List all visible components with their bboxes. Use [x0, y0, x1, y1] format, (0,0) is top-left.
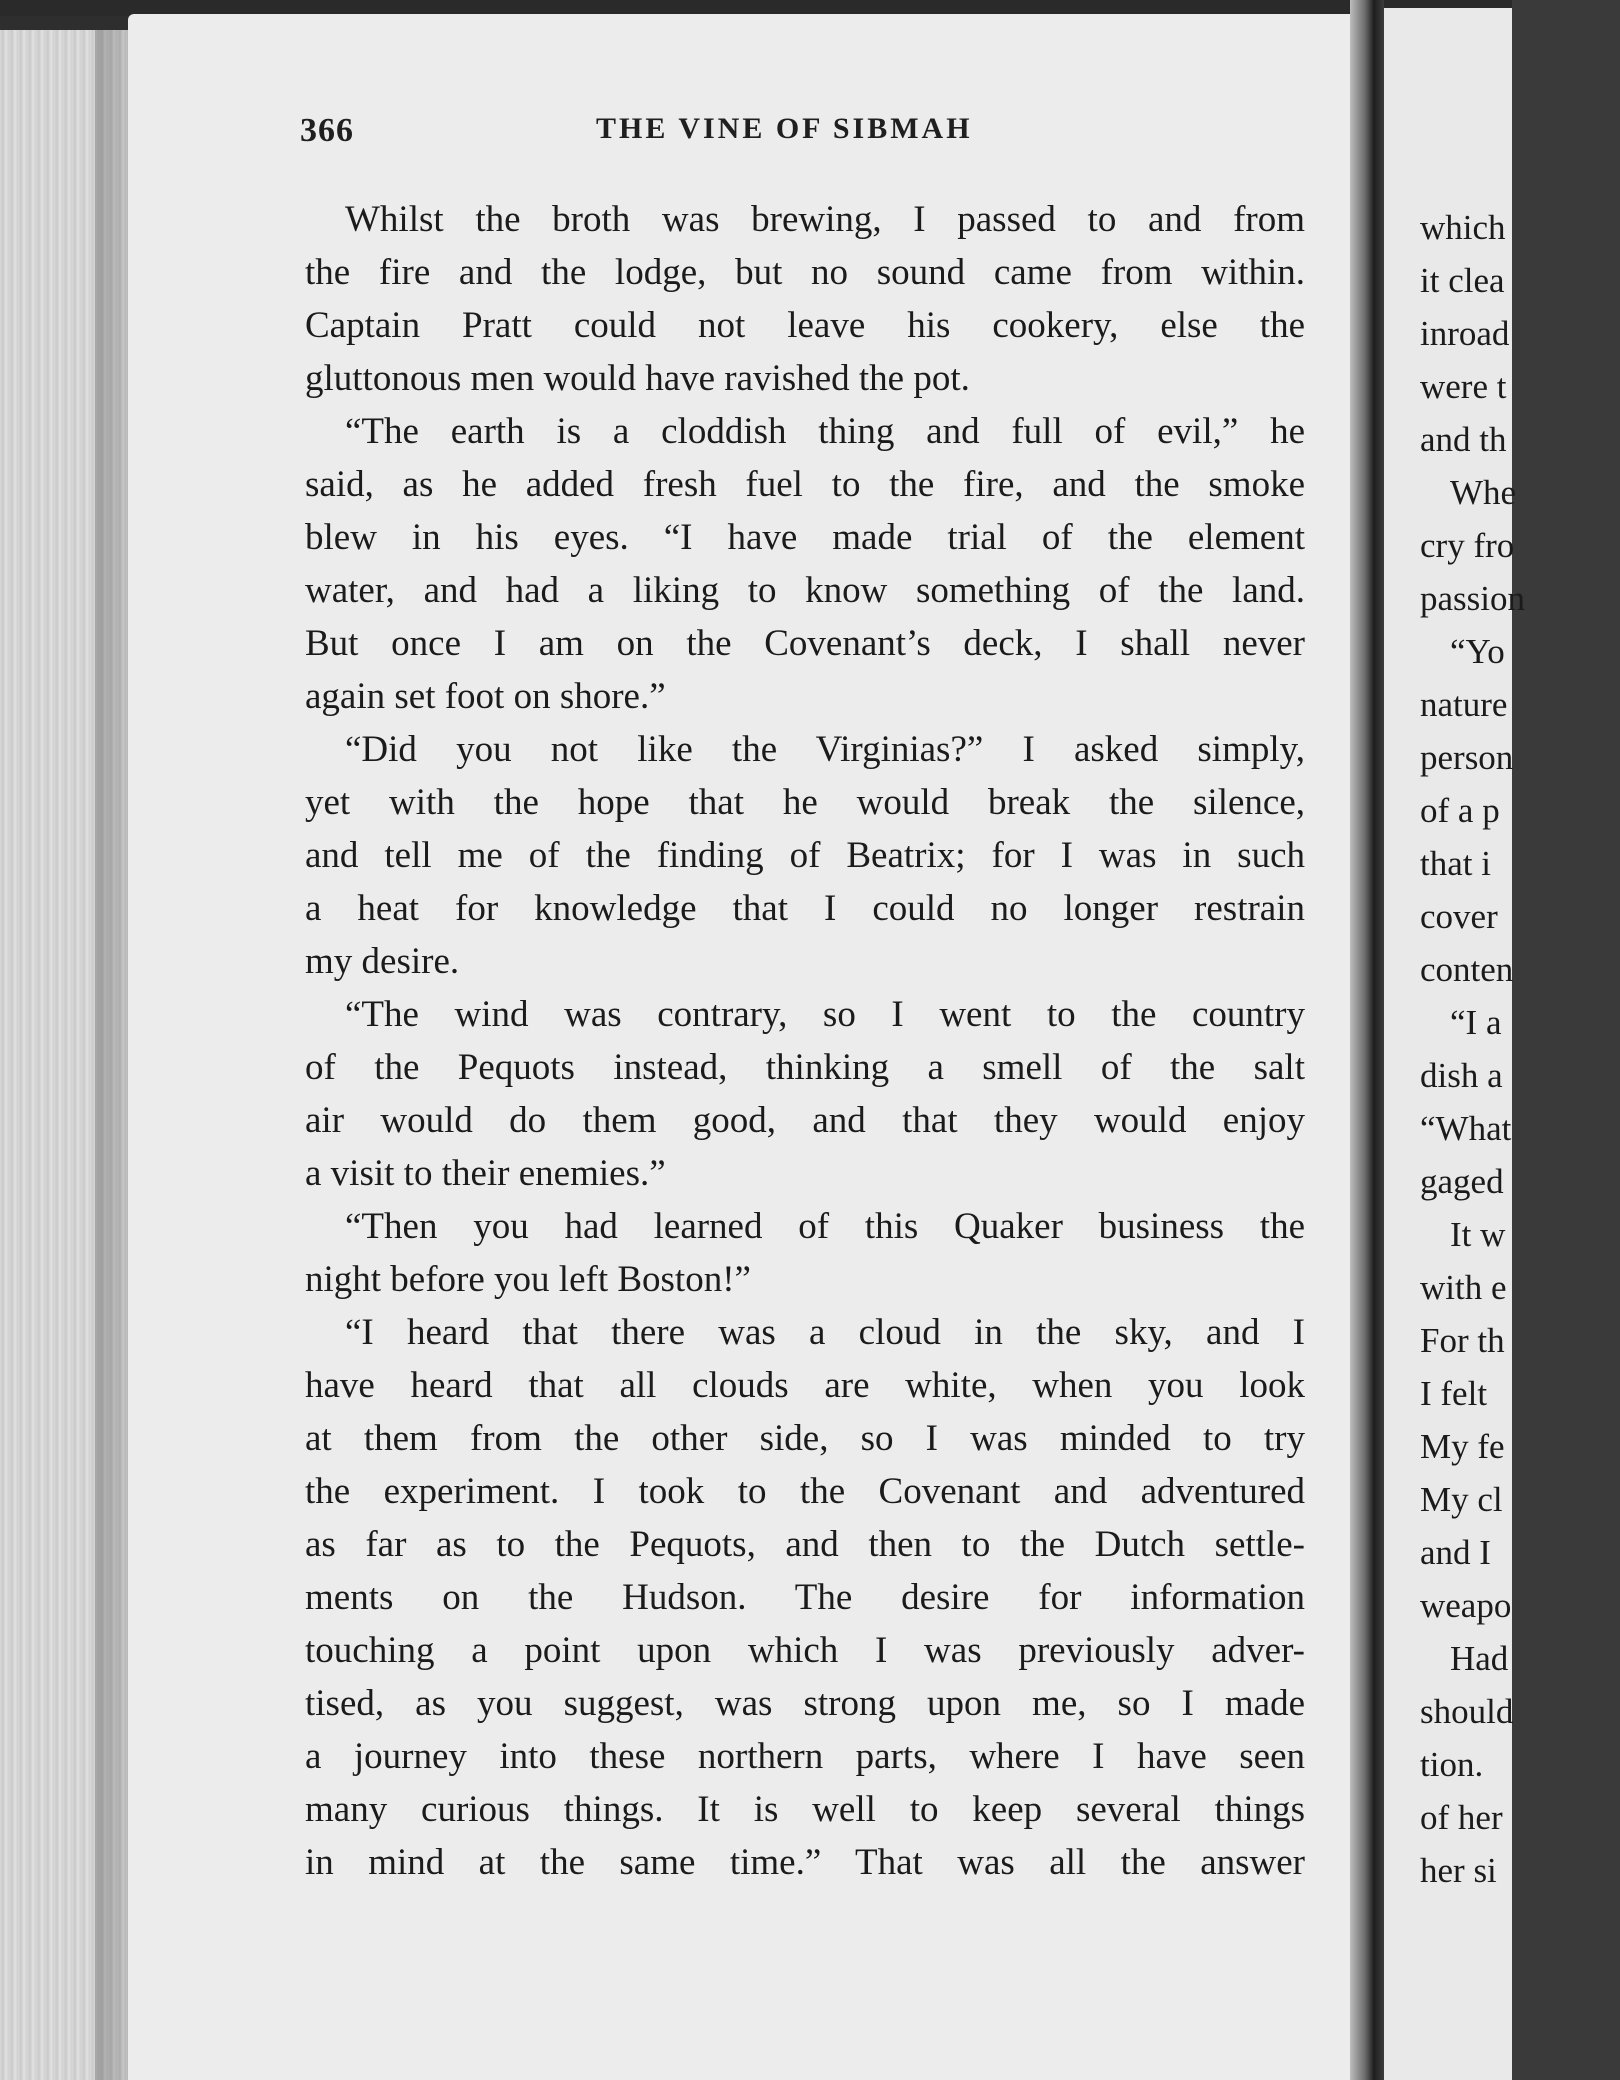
book-gutter	[1350, 0, 1384, 2080]
running-title: THE VINE OF SIBMAH	[596, 112, 973, 145]
text-line: “The wind was contrary, so I went to the country	[345, 994, 1305, 1035]
left-page-text	[305, 193, 1305, 1889]
text-line: a heat for knowledge that I could no longer restrain	[305, 888, 1305, 929]
text-line: touching a point upon which I was previously adver-	[305, 1630, 1305, 1671]
text-line: that i	[1420, 844, 1491, 883]
text-line: of her	[1420, 1798, 1503, 1837]
text-line: My cl	[1420, 1480, 1503, 1519]
text-line: “What	[1420, 1109, 1512, 1148]
text-line: Whe	[1450, 473, 1517, 512]
text-line: Whilst the broth was brewing, I passed to and from	[345, 199, 1305, 240]
text-line: the fire and the lodge, but no sound came from within.	[305, 252, 1305, 293]
text-line: Had	[1450, 1639, 1509, 1678]
text-line: said, as he added fresh fuel to the fire, and the smoke	[305, 464, 1305, 505]
text-line: water, and had a liking to know something of the land.	[305, 570, 1305, 611]
text-line: should	[1420, 1692, 1514, 1731]
text-line: which	[1420, 208, 1506, 247]
text-line: Captain Pratt could not leave his cookery, else the	[305, 305, 1305, 346]
text-line: I felt	[1420, 1374, 1488, 1413]
text-line: weapo	[1420, 1586, 1512, 1625]
text-line: “Then you had learned of this Quaker business the	[345, 1206, 1305, 1247]
text-line: of the Pequots instead, thinking a smell of the salt	[305, 1047, 1305, 1088]
text-line: night before you left Boston!”	[305, 1259, 751, 1300]
text-line: But once I am on the Covenant’s deck, I shall never	[305, 623, 1305, 664]
text-line: and th	[1420, 420, 1507, 459]
text-line: her si	[1420, 1851, 1497, 1890]
page-number: 366	[300, 112, 354, 149]
right-page-text	[1420, 201, 1620, 1897]
text-line: cover	[1420, 897, 1498, 936]
text-line: as far as to the Pequots, and then to the Dutch settle-	[305, 1524, 1305, 1565]
text-line: inroad	[1420, 314, 1510, 353]
text-line: tion.	[1420, 1745, 1484, 1784]
text-line: again set foot on shore.”	[305, 676, 666, 717]
text-line: dish a	[1420, 1056, 1503, 1095]
text-line: in mind at the same time.” That was all the answer	[305, 1842, 1305, 1883]
text-line: tised, as you suggest, was strong upon me, so I made	[305, 1683, 1305, 1724]
running-head	[300, 112, 1300, 162]
text-line: gluttonous men would have ravished the pot.	[305, 358, 970, 399]
text-line: It w	[1450, 1215, 1506, 1254]
text-line: nature	[1420, 685, 1508, 724]
text-line: of a p	[1420, 791, 1500, 830]
text-line: passion	[1420, 579, 1525, 618]
text-line: ments on the Hudson. The desire for information	[305, 1577, 1305, 1618]
text-line: gaged	[1420, 1162, 1504, 1201]
text-line: For th	[1420, 1321, 1505, 1360]
text-line: with e	[1420, 1268, 1507, 1307]
text-line: my desire.	[305, 941, 460, 982]
text-line: a visit to their enemies.”	[305, 1153, 666, 1194]
text-line: “Did you not like the Virginias?” I asked simply,	[345, 729, 1305, 770]
text-line: “The earth is a cloddish thing and full of evil,” he	[345, 411, 1305, 452]
text-line: “I heard that there was a cloud in the sky, and I	[345, 1312, 1305, 1353]
right-page	[1384, 8, 1525, 2080]
text-line: My fe	[1420, 1427, 1505, 1466]
text-line: it clea	[1420, 261, 1505, 300]
text-line: “I a	[1450, 1003, 1502, 1042]
text-line: were t	[1420, 367, 1507, 406]
text-line: blew in his eyes. “I have made trial of the element	[305, 517, 1305, 558]
text-line: many curious things. It is well to keep several things	[305, 1789, 1305, 1830]
text-line: person	[1420, 738, 1514, 777]
text-line: “Yo	[1450, 632, 1505, 671]
text-line: have heard that all clouds are white, when you look	[305, 1365, 1305, 1406]
text-line: at them from the other side, so I was minded to try	[305, 1418, 1305, 1459]
text-line: the experiment. I took to the Covenant and adventured	[305, 1471, 1305, 1512]
text-line: conten	[1420, 950, 1514, 989]
text-line: air would do them good, and that they would enjoy	[305, 1100, 1305, 1141]
text-line: and tell me of the finding of Beatrix; for I was in such	[305, 835, 1305, 876]
text-line: a journey into these northern parts, where I have seen	[305, 1736, 1305, 1777]
text-line: and I	[1420, 1533, 1491, 1572]
text-line: yet with the hope that he would break the silence,	[305, 782, 1305, 823]
text-line: cry fro	[1420, 526, 1515, 565]
